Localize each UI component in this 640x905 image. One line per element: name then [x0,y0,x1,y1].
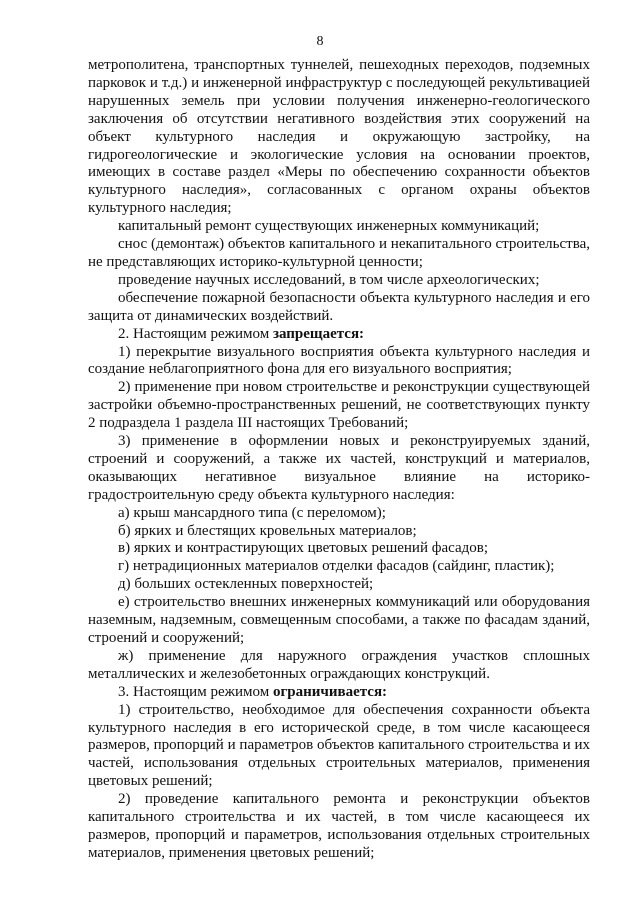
restricted-item-2: 2) проведение капитального ремонта и реконструкции объектов капитального строительства и их частей, в том числе касающееся их размеров, пропорций и параметров, использования отдельных строительных материалов, применения цветовых решений; [88,791,590,861]
paragraph-fire-safety: обеспечение пожарной безопасности объекта культурного наследия и его защита от динамических воздействий. [88,289,590,324]
page-number: 8 [316,34,324,49]
document-body [88,57,590,863]
sub-item-g: г) нетрадиционных материалов отделки фасадов (сайдинг, пластик); [118,558,555,575]
section-heading-keyword: запрещается: [272,325,365,342]
sub-item-v: в) ярких и контрастирующих цветовых решений фасадов; [118,540,488,557]
section-heading-prohibited [88,326,590,344]
sub-item-zh: ж) применение для наружного ограждения участков сплошных металлических и железобетонных ограждающих конструкций. [88,647,590,682]
restricted-item-1: 1) строительство, необходимое для обеспечения сохранности объекта культурного наследия в его исторической среде, в том числе касающееся размеров, пропорций и параметров объектов капитального строительства и их частей, использования отдельных строительных материалов, применения цветовых решений; [88,701,590,790]
section-heading-keyword: ограничивается: [272,683,388,700]
paragraph-continuation: метрополитена, транспортных туннелей, пешеходных переходов, подземных парковок и т.д.) и инженерной инфраструктур с последующей рекультивацией нарушенных земель при условии получения инженерно-геологического заключения об отсутствии негативного воздействия этих сооружений на объект культурного наследия и окружающую застройку, на гидрогеологические и экологические условия на основании проектов, имеющих в составе раздел «Меры по обеспечению сохранности объектов культурного наследия», согласованных с органом охраны объектов культурного наследия; [88,57,590,217]
section-heading-lead: 2. Настоящим режимом [118,325,273,342]
section-heading-restricted [88,684,590,702]
section-heading-lead: 3. Настоящим режимом [118,683,273,700]
paragraph-demolition: снос (демонтаж) объектов капитального и некапитального строительства, не представляющих историко-культурной ценности; [88,236,590,270]
sub-item-e: е) строительство внешних инженерных коммуникаций или оборудования наземным, надземным, совмещенным способами, а также по фасадам зданий, строений и сооружений; [88,594,590,646]
sub-item-b: б) ярких и блестящих кровельных материалов; [118,522,417,539]
list-item-1: 1) перекрытие визуального восприятия объекта культурного наследия и создание неблагоприятного фона для его визуального восприятия; [88,343,590,378]
paragraph-capital-repair: капитальный ремонт существующих инженерных коммуникаций; [118,218,540,235]
sub-item-a: а) крыш мансардного типа (с переломом); [118,504,386,521]
list-item-3: 3) применение в оформлении новых и реконструируемых зданий, строений и сооружений, а также их частей, конструкций и материалов, оказывающих негативное визуальное влияние на историко-градостроительную среду объекта культурного наследия: [88,433,590,503]
sub-item-d: д) больших остекленных поверхностей; [118,576,374,593]
paragraph-research: проведение научных исследований, в том числе археологических; [118,271,540,288]
list-item-2: 2) применение при новом строительстве и реконструкции существующей застройки объемно-пространственных решений, не соответствующих пункту 2 подраздела 1 раздела III настоящих Требований; [88,379,590,432]
